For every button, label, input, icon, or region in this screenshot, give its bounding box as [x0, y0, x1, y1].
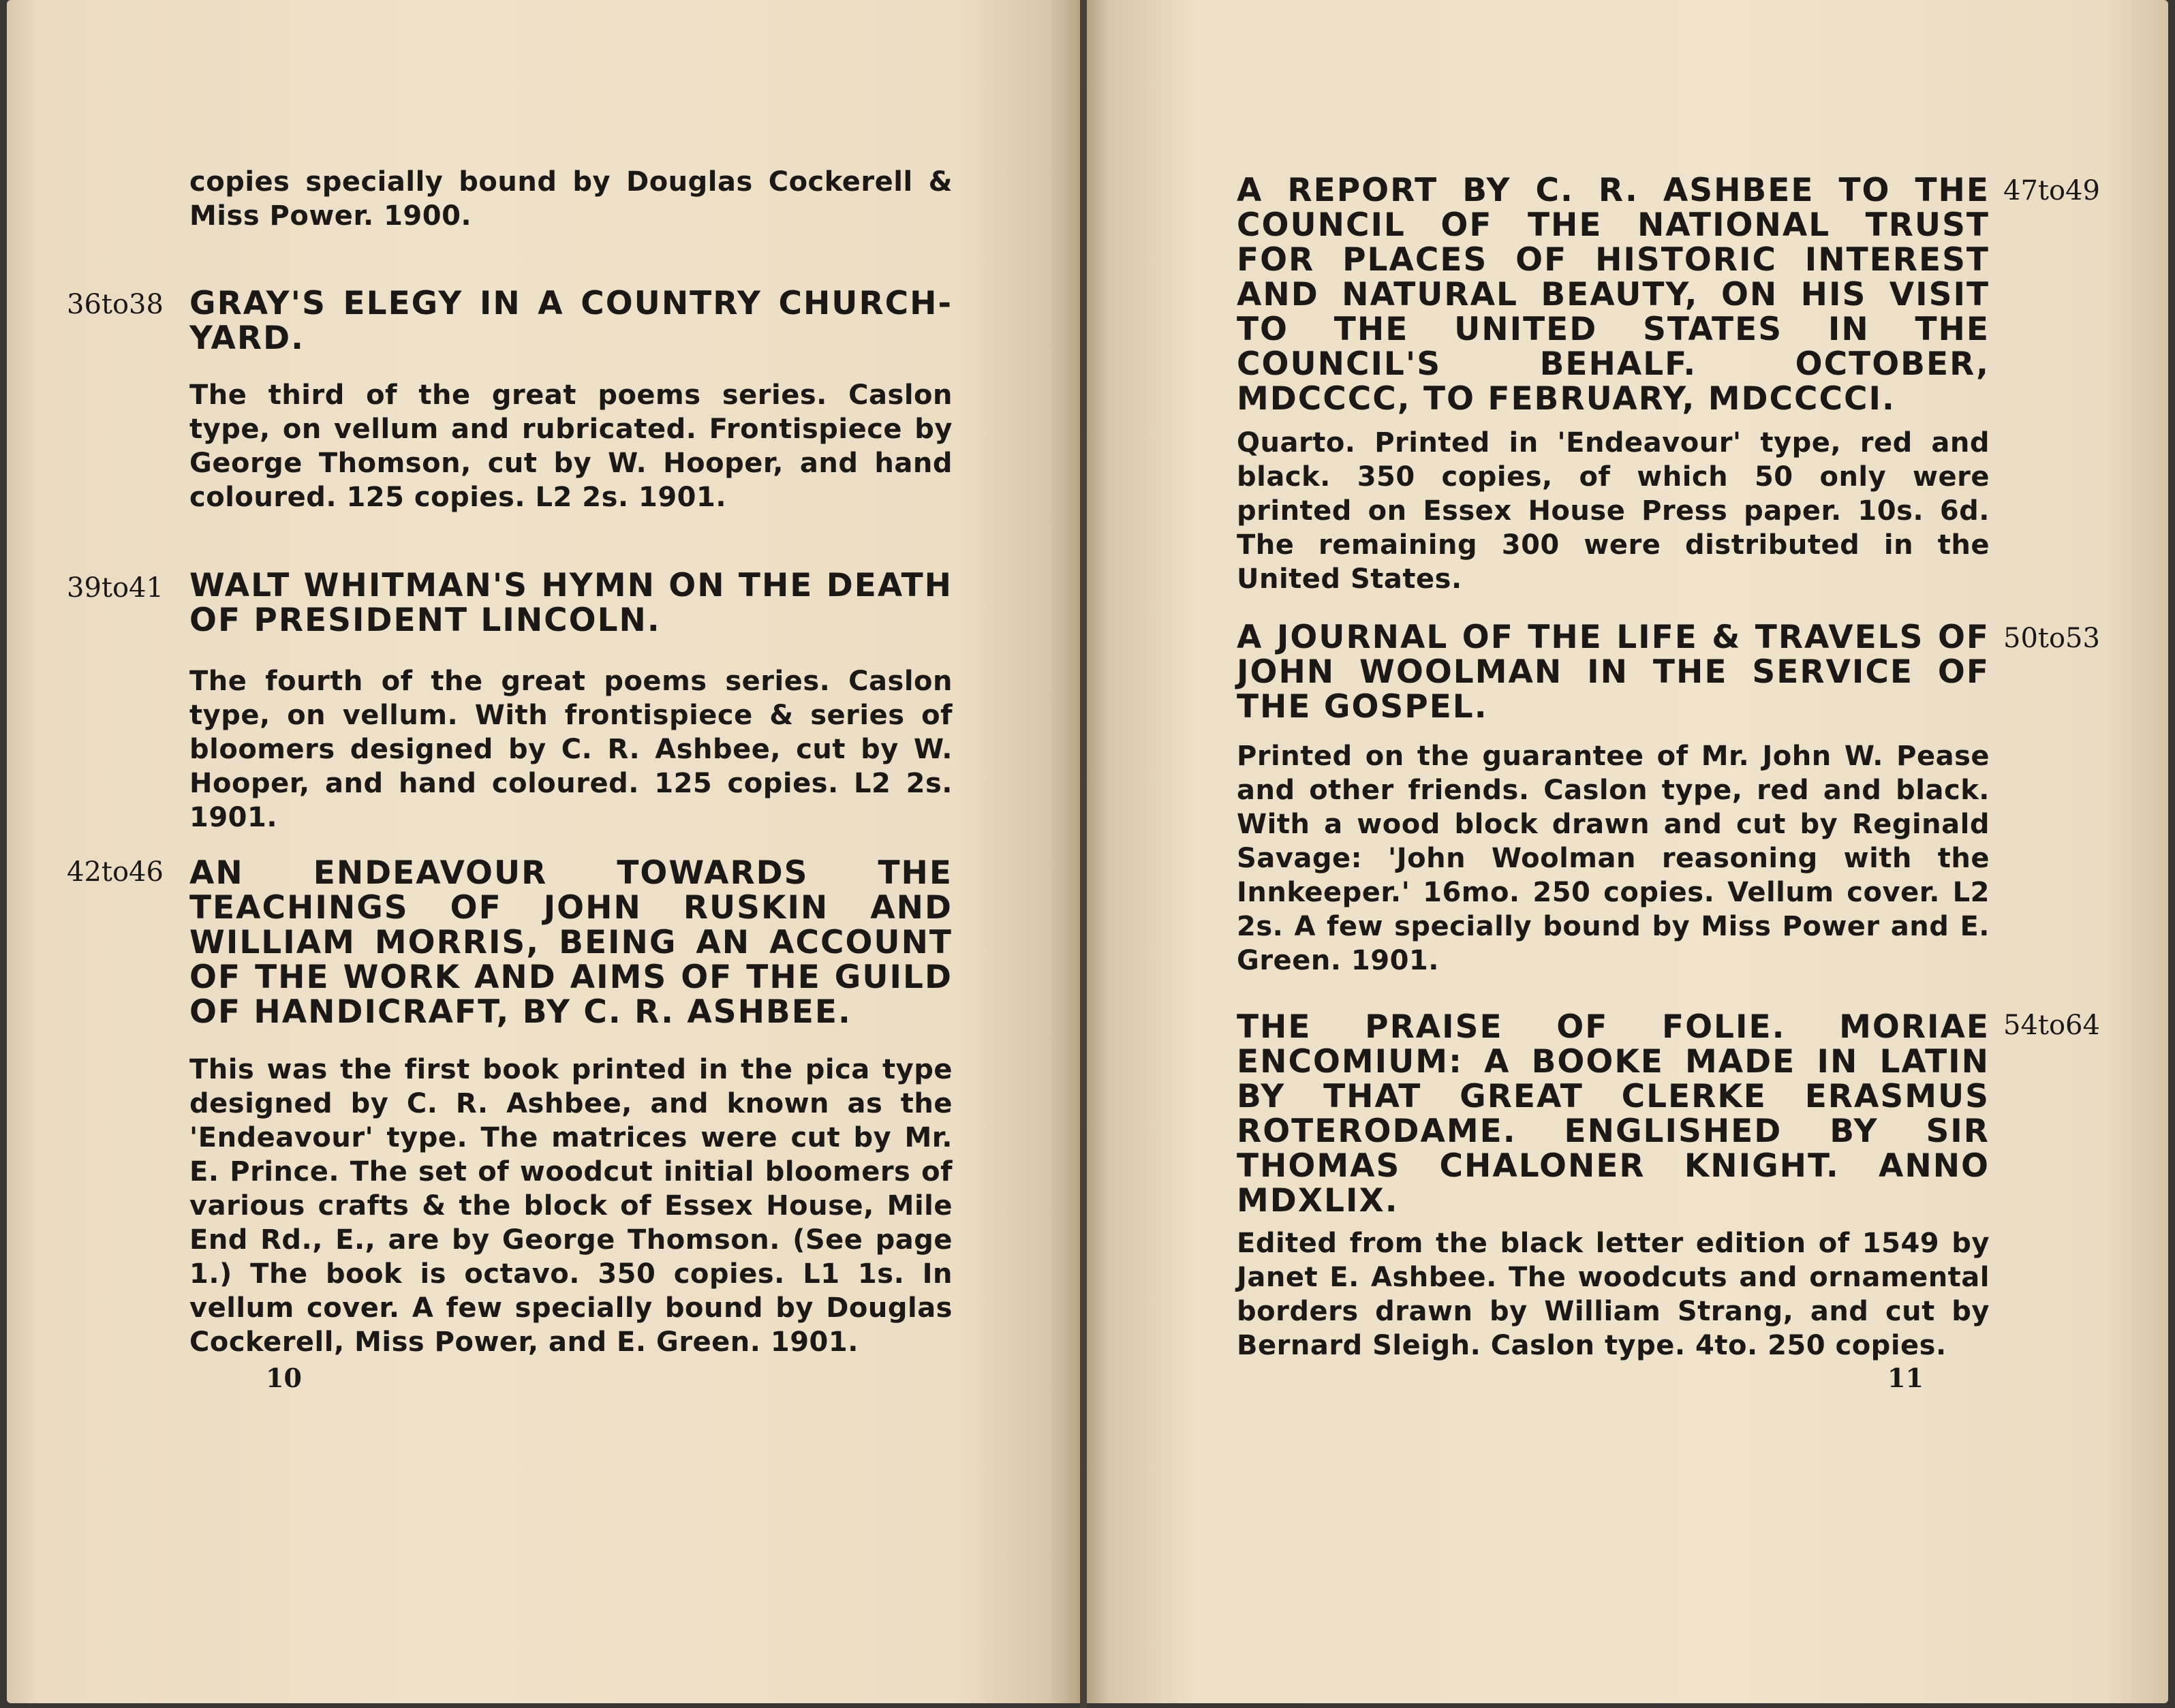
entry-numbers: 36to38 — [67, 289, 164, 320]
right-page — [1087, 0, 2168, 1703]
entry-numbers: 39to41 — [67, 572, 164, 604]
book-gutter — [1080, 0, 1087, 1708]
entry-description: Edited from the black letter edition of 1549 by Janet E. Ashbee. The woodcuts and ornamental borders drawn by William Strang, and cut by Bernard Sleigh. Caslon type. 4to. 250 copies. — [1237, 1228, 1990, 1361]
left-page — [7, 0, 1080, 1703]
entry-numbers: 50to53 — [2003, 623, 2100, 654]
entry-title: WALT WHITMAN'S HYMN ON THE DEATH OF PRESIDENT LINCOLN. — [189, 567, 953, 639]
page-number: 10 — [266, 1363, 302, 1393]
continuation-text: copies specially bound by Douglas Cockerell & Miss Power. 1900. — [189, 166, 953, 232]
entry-title: A JOURNAL OF THE LIFE & TRAVELS OF JOHN WOOLMAN IN THE SERVICE OF THE GOSPEL. — [1237, 619, 1990, 726]
entry-description: This was the first book printed in the pica type designed by C. R. Ashbee, and known as the 'Endeavour' type. The matrices were cut by Mr. E. Prince. The set of woodcut initial bloomers of various crafts & the block of Essex House, Mile End Rd., E., are by George Thomson. (See page 1.) The book is octavo. 350 copies. L1 1s. In vellum cover. A few specially bound by Douglas Cockerell, Miss Power, and E. Green. 1901. — [189, 1054, 953, 1358]
entry-description: The fourth of the great poems series. Caslon type, on vellum. With frontispiece & series of bloomers designed by C. R. Ashbee, cut by W. Hooper, and hand coloured. 125 copies. L2 2s. 1901. — [189, 666, 953, 833]
entry-description: Quarto. Printed in 'Endeavour' type, red and black. 350 copies, of which 50 only were printed on Essex House Press paper. 10s. 6d. The remaining 300 were distributed in the United States. — [1237, 427, 1990, 595]
page-number: 11 — [1887, 1363, 1924, 1393]
entry-title: A REPORT BY C. R. ASHBEE TO THE COUNCIL OF THE NATIONAL TRUST FOR PLACES OF HISTORIC INTEREST AND NATURAL BEAUTY, ON HIS VISIT TO THE UNITED STATES IN THE COUNCIL'S BEHALF. OCTOBER, MDCCCC, TO FEBRUARY, MDCCCCI. — [1237, 172, 1990, 418]
entry-numbers: 42to46 — [67, 856, 164, 888]
entry-description: Printed on the guarantee of Mr. John W. Pease and other friends. Caslon type, red and black. With a wood block drawn and cut by Reginald Savage: 'John Woolman reasoning with the Innkeeper.' 16mo. 250 copies. Vellum cover. L2 2s. A few specially bound by Miss Power and E. Green. 1901. — [1237, 741, 1990, 976]
entry-numbers: 54to64 — [2003, 1010, 2100, 1041]
entry-numbers: 47to49 — [2003, 175, 2100, 206]
entry-title: THE PRAISE OF FOLIE. MORIAE ENCOMIUM: A BOOKE MADE IN LATIN BY THAT GREAT CLERKE ERASMUS ROTERODAME. ENGLISHED BY SIR THOMAS CHALONER KNIGHT. ANNO MDXLIX. — [1237, 1008, 1990, 1220]
entry-description: The third of the great poems series. Caslon type, on vellum and rubricated. Frontispiece by George Thomson, cut by W. Hooper, and hand coloured. 125 copies. L2 2s. 1901. — [189, 379, 953, 513]
entry-title: AN ENDEAVOUR TOWARDS THE TEACHINGS OF JOHN RUSKIN AND WILLIAM MORRIS, BEING AN ACCOUNT OF THE WORK AND AIMS OF THE GUILD OF HANDICRAFT, BY C. R. ASHBEE. — [189, 854, 953, 1031]
entry-title: GRAY'S ELEGY IN A COUNTRY CHURCH-YARD. — [189, 285, 953, 357]
